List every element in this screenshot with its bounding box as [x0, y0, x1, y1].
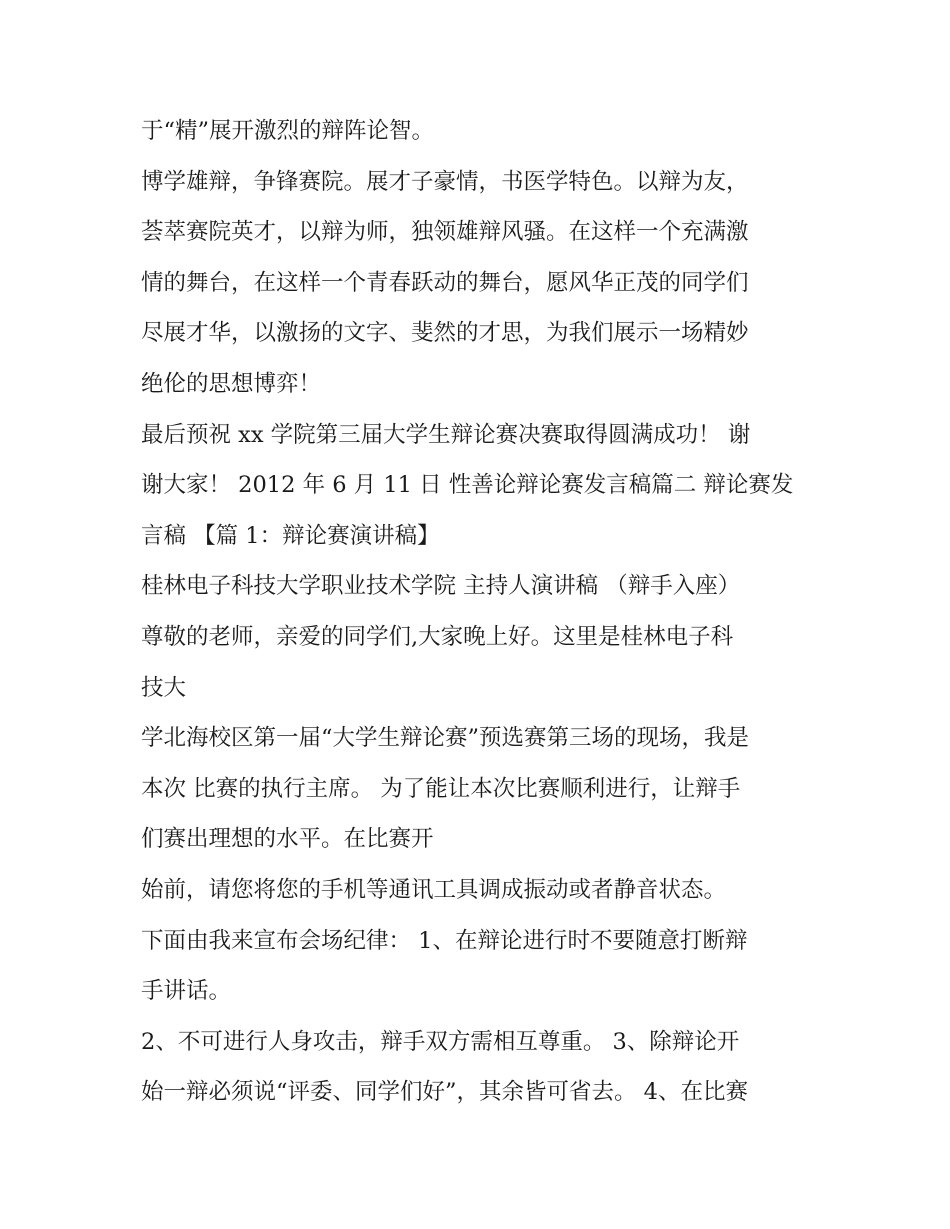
text-line: 绝伦的思想博弈！ [141, 370, 322, 397]
text-line: 们赛出理想的水平。在比赛开 [141, 826, 434, 853]
text-line: 荟萃赛院英才，以辩为师，独领雄辩风骚。在这样一个充满激 [141, 219, 749, 246]
text-line: 2、不可进行人身攻击，辩手双方需相互尊重。 3、除辩论开 [141, 1028, 740, 1055]
document-body [141, 106, 821, 1118]
text-line: 谢大家！ 2012 年 6 月 11 日 性善论辩论赛发言稿篇二 辩论赛发 [141, 472, 794, 499]
text-line: 尽展才华，以激扬的文字、斐然的才思，为我们展示一场精妙 [141, 320, 749, 347]
text-line: 技大 [141, 674, 187, 701]
text-line: 于“精”展开激烈的辩阵论智。 [141, 118, 435, 144]
text-line: 博学雄辩，争锋赛院。展才子豪情，书医学特色。以辩为友， [141, 168, 749, 195]
text-line: 始前，请您将您的手机等通讯工具调成振动或者静音状态。 [141, 876, 727, 903]
text-line: 尊敬的老师，亲爱的同学们,大家晚上好。这里是桂林电子科 [141, 623, 734, 650]
text-line: 下面由我来宣布会场纪律： 1、在辩论进行时不要随意打断辩 [141, 927, 748, 954]
text-line: 桂林电子科技大学职业技术学院 主持人演讲稿 （辩手入座） [141, 573, 741, 600]
text-line: 手讲话。 [141, 978, 232, 1005]
text-line: 情的舞台，在这样一个青春跃动的舞台，愿风华正茂的同学们 [141, 269, 749, 296]
text-line: 本次 比赛的执行主席。 为了能让本次比赛顺利进行，让辩手 [141, 775, 741, 802]
text-line: 最后预祝 xx 学院第三届大学生辩论赛决赛取得圆满成功！ 谢 [141, 421, 751, 448]
text-line: 言稿 【篇 1：辩论赛演讲稿】 [141, 522, 440, 549]
text-line: 学北海校区第一届“大学生辩论赛”预选赛第三场的现场，我是 [141, 725, 750, 752]
text-line: 始一辩必须说“评委、同学们好”，其余皆可省去。 4、在比赛 [141, 1079, 748, 1106]
